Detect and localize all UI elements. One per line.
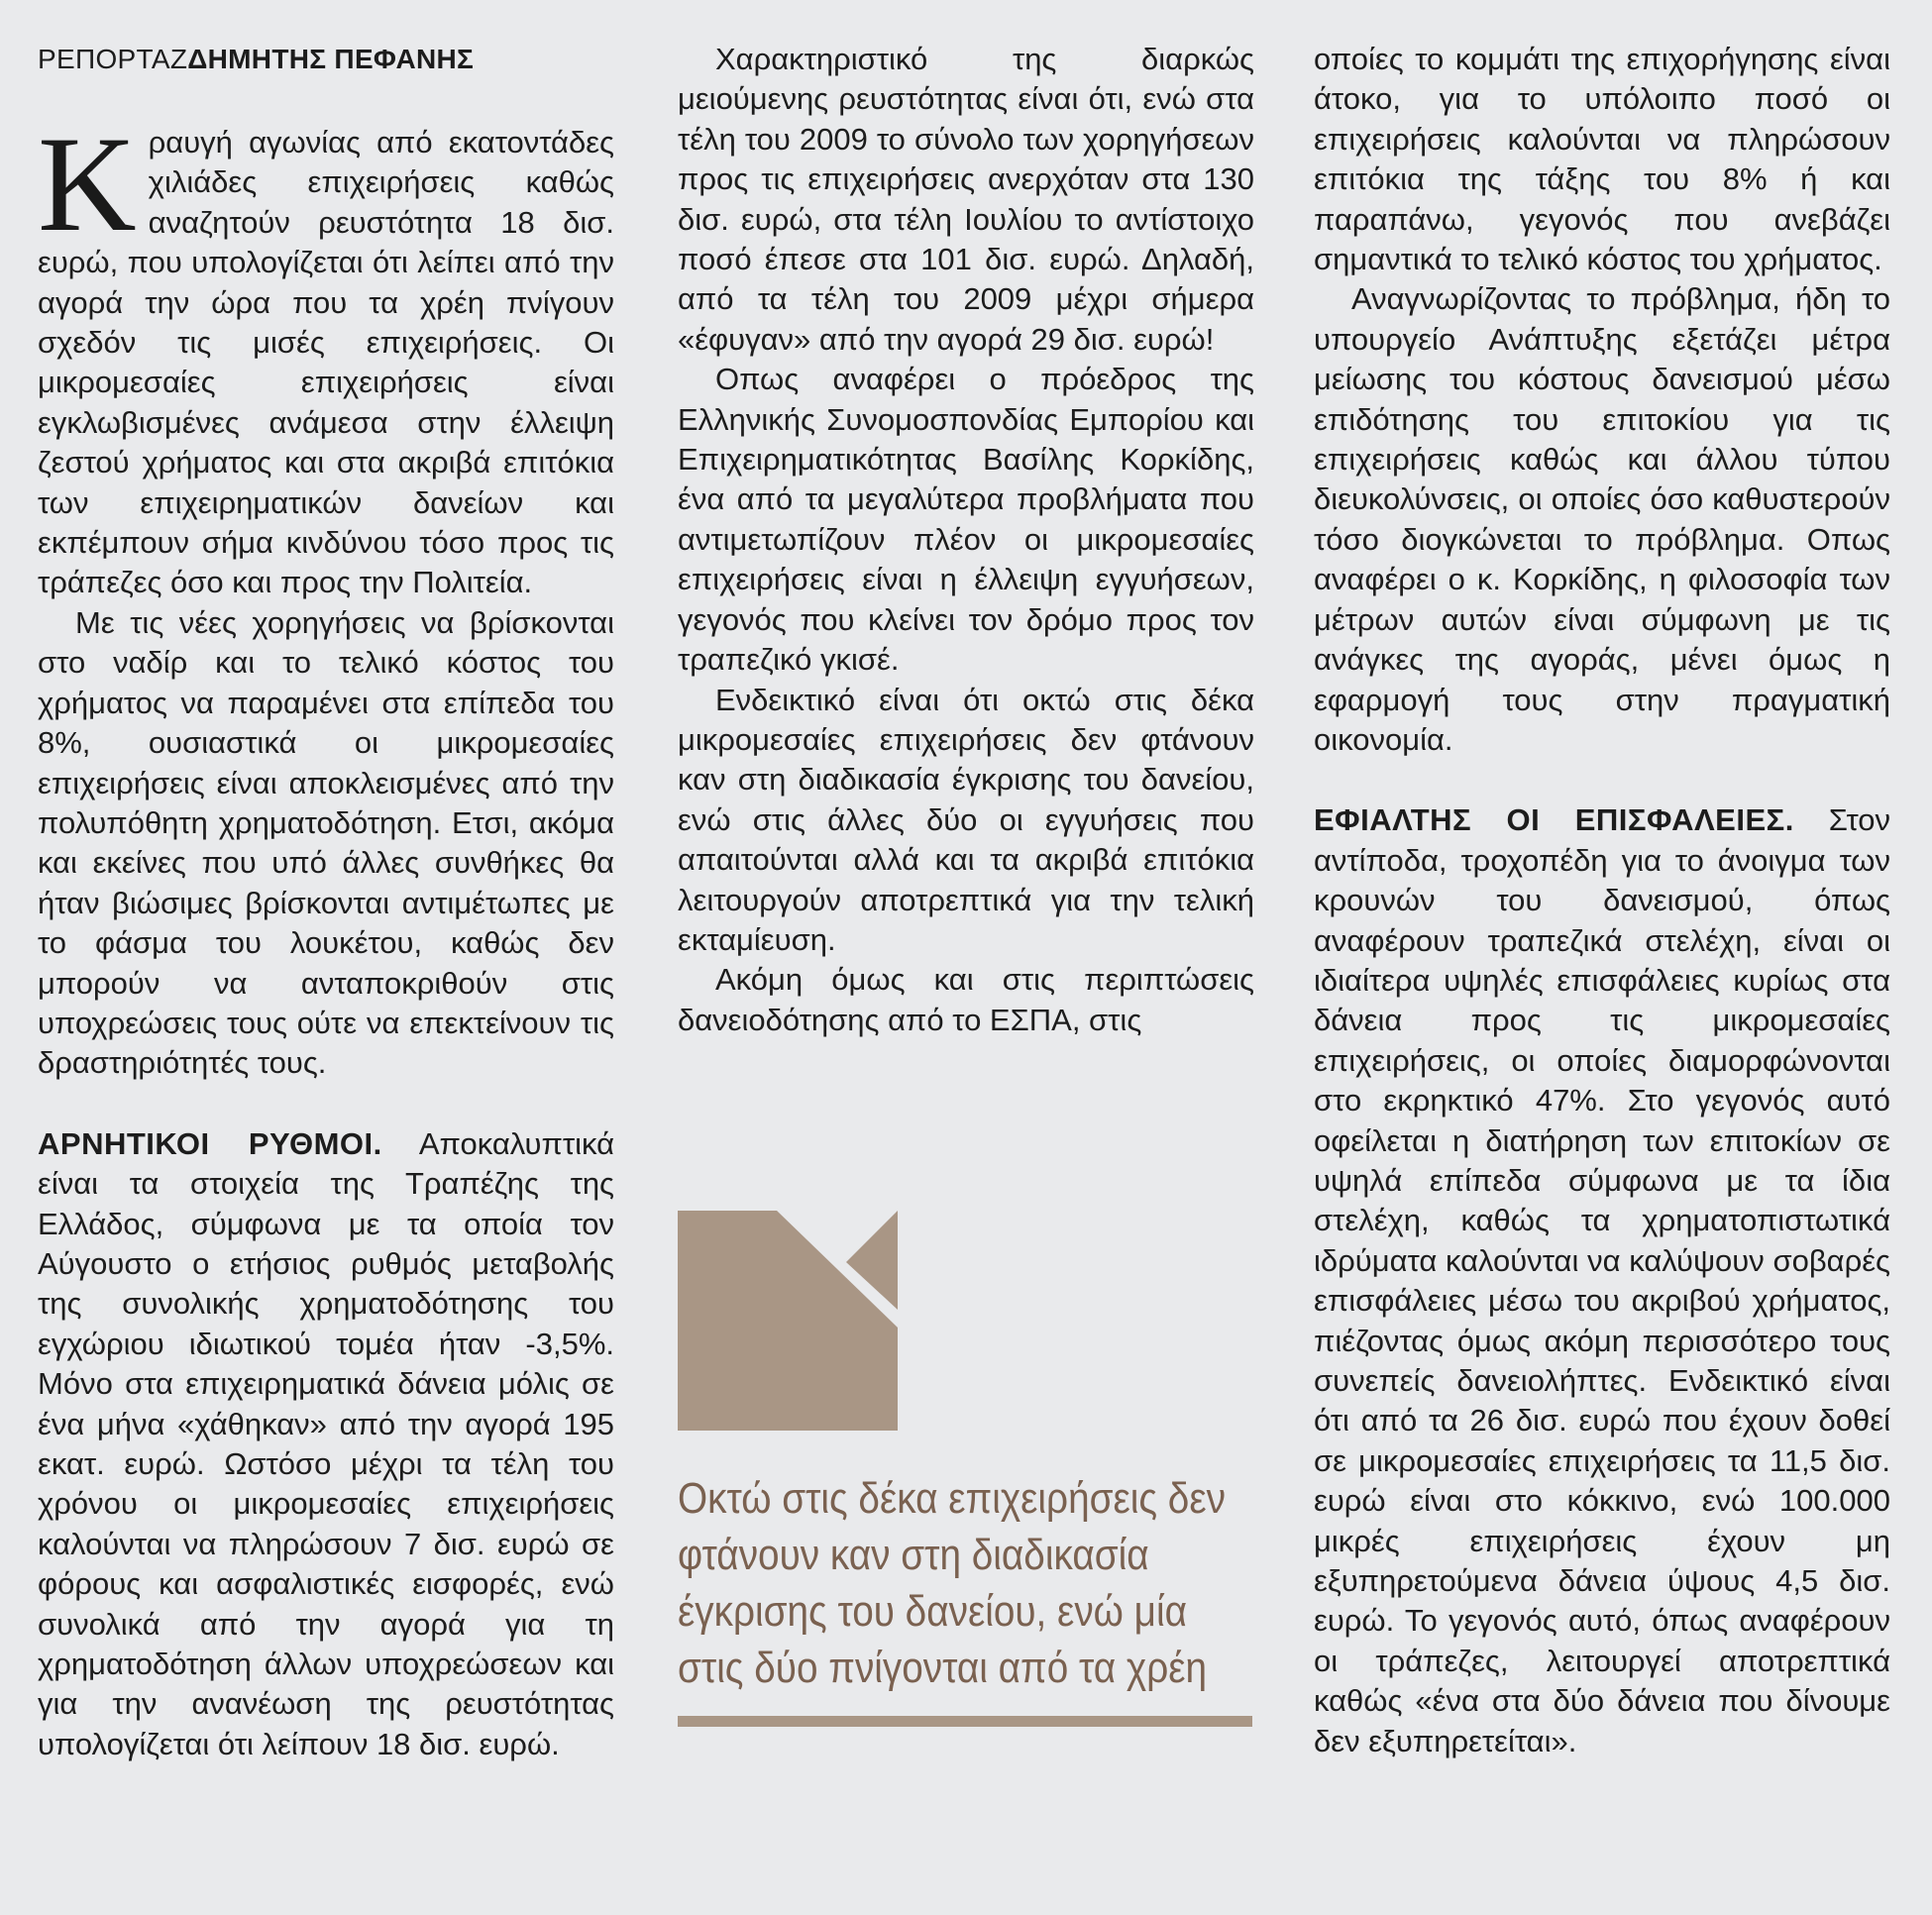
column-3 [1314,40,1890,1761]
col2-paragraph-1: Χαρακτηριστικό της διαρκώς μειούμενης ρευστότητας είναι ότι, ενώ στα τέλη του 2009 το σύνολο των χορηγήσεων προς τις επιχειρήσεις ανερχόταν στα 130 δισ. ευρώ, στα τέλη Ιουλίου το αντίστοιχο ποσό έπεσε στα 101 δισ. ευρώ. Δηλαδή, από τα τέλη του 2009 μέχρι σήμερα «έφυγαν» από την αγορά 29 δισ. ευρώ! [678,42,1254,357]
col3-paragraph-2: Αναγνωρίζοντας το πρόβλημα, ήδη το υπουργείο Ανάπτυξης εξετάζει μέτρα μείωσης του κόστους δανεισμού μέσω επιδότησης του επιτοκίου για τις επιχειρήσεις καθώς και άλλου τύπου διευκολύνσεις, οι οποίες όσο καθυστερούν τόσο διογκώνεται το πρόβλημα. Οπως αναφέρει ο κ. Κορκίδης, η φιλοσοφία των μέτρων αυτών είναι σύμφωνη με τις ανάγκες της αγοράς, μένει όμως η εφαρμογή τους στην πραγματική οικονομία. [1314,281,1890,757]
col2-paragraph-2: Οπως αναφέρει ο πρόεδρος της Ελληνικής Συνομοσπονδίας Εμπορίου και Επιχειρηματικότητας Βασίλης Κορκίδης, ένα από τα μεγαλύτερα προβλήματα που αντιμετωπίζουν πλέον οι μικρομεσαίες επιχειρήσεις είναι η έλλειψη εγγυήσεων, γεγονός που κλείνει τον δρόμο προς τον τραπεζικό γκισέ. [678,362,1254,678]
lead-paragraph [38,108,614,603]
pull-quote-text: Οκτώ στις δέκα επιχειρήσεις δεν φτάνουν καν στη διαδικασία έγκρισης του δανείου, ενώ μία στις δύο πνίγονται από τα χρέη [678,1474,1226,1692]
subsection-2-text: Στον αντίποδα, τροχοπέδη για το άνοιγμα των κρουνών του δανεισμού, όπως αναφέρουν τραπεζικά στελέχη, είναι οι ιδιαίτερα υψηλές επισφάλειες κυρίως στα δάνεια προς τις μικρομεσαίες επιχειρήσεις, οι οποίες διαμορφώνονται στο εκρηκτικό 47%. Στο γεγονός αυτό οφείλεται η διατήρηση των επιτοκίων σε υψηλά επίπεδα σύμφωνα με τα ίδια στελέχη, καθώς τα χρηματοπιστωτικά ιδρύματα καλούνται να καλύψουν σοβαρές επισφάλειες μέσω του ακριβού χρήματος, πιέζοντας όμως ακόμη περισσότερο τους συνεπείς δανειολήπτες. Ενδεικτικό είναι ότι από τα 26 δισ. ευρώ που έχουν δοθεί σε μικρομεσαίες επιχειρήσεις τα 11,5 δισ. ευρώ είναι στο κόκκινο, ενώ 100.000 μικρές επιχειρήσεις έχουν μη εξυπηρετούμενα δάνεια ύψους 4,5 δισ. ευρώ. Το γεγονός αυτό, όπως αναφέρουν οι τράπεζες, λειτουργεί αποτρεπτικά καθώς «ένα στα δύο δάνεια που δίνουμε δεν εξυπηρετείται». [1314,802,1890,1758]
col2-paragraph-4: Ακόμη όμως και στις περιπτώσεις δανειοδότησης από το ΕΣΠΑ, στις [678,962,1254,1037]
col2-paragraph-3: Ενδεικτικό είναι ότι οκτώ στις δέκα μικρομεσαίες επιχειρήσεις δεν φτάνουν καν στη διαδικασία έγκρισης του δανείου, ενώ στις άλλες δύο οι εγγυήσεις που απαιτούνται αλλά και τα ακριβά επιτόκια λειτουργούν αποτρεπτικά για την τελική εκταμίευση. [678,682,1254,957]
pull-quote-rule [678,1716,1252,1727]
column-1 [38,40,614,1764]
col3-paragraph-1: οποίες το κομμάτι της επιχορήγησης είναι άτοκο, για το υπόλοιπο ποσό οι επιχειρήσεις καλούνται να πληρώσουν επιτόκια της τάξης του 8% ή και παραπάνω, γεγονός που ανεβάζει σημαντικά το τελικό κόστος του χρήματος. [1314,42,1890,277]
byline [38,40,614,79]
subsection-1-text: Αποκαλυπτικά είναι τα στοιχεία της Τραπέζης της Ελλάδος, σύμφωνα με τα οποία τον Αύγουστο ο ετήσιος ρυθμός μεταβολής της συνολικής χρηματοδότησης του εγχώριου ιδιωτικού τομέα ήταν -3,5%. Μόνο στα επιχειρηματικά δάνεια μόλις σε ένα μήνα «χάθηκαν» από την αγορά 195 εκατ. ευρώ. Ωστόσο μέχρι τα τέλη του χρόνου οι μικρομεσαίες επιχειρήσεις καλούνται να πληρώσουν 7 δισ. ευρώ σε φόρους και ασφαλιστικές εισφορές, ενώ συνολικά από την αγορά για τη χρηματοδότηση άλλων υποχρεώσεων και για την ανανέωση της ρευστότητας υπολογίζεται ότι λείπουν 18 δισ. ευρώ. [38,1125,615,1761]
byline-author: ΔΗΜΗΤΗΣ ΠΕΦΑΝΗΣ [187,44,475,74]
paragraph-2: Με τις νέες χορηγήσεις να βρίσκονται στο ναδίρ και το τελικό κόστος του χρήματος να παραμένει στα επίπεδα του 8%, ουσιαστικά οι μικρομεσαίες επιχειρήσεις είναι αποκλεισμένες από την πολυπόθητη χρηματοδότηση. Ετσι, ακόμα και εκείνες που υπό άλλες συνθήκες θα ήταν βιώσιμες βρίσκονται αντιμέτωπες με το φάσμα του λουκέτου, καθώς δεν μπορούν να ανταποκριθούν στις υποχρεώσεις τους ούτε να επεκτείνουν τις δραστηριότητές τους. [38,604,614,1081]
subsection-1 [38,1124,614,1765]
subhead-2: ΕΦΙΑΛΤΗΣ ΟΙ ΕΠΙΣΦΑΛΕΙΕΣ. [1314,802,1794,838]
pull-quote-box [678,1211,1252,1746]
dropcap-letter: Κ [38,108,137,260]
byline-label: ΡΕΠΟΡΤΑΖ [38,44,188,74]
subsection-2 [1314,800,1890,1761]
subhead-1: ΑΡΝΗΤΙΚΟΙ ΡΥΘΜΟΙ. [38,1125,382,1161]
lead-text: ραυγή αγωνίας από εκατοντάδες χιλιάδες επιχειρήσεις καθώς αναζητούν ρευστότητα 18 δισ. ευρώ, που υπολογίζεται ότι λείπει από την αγορά την ώρα που τα χρέη πνίγουν σχεδόν τις μισές επιχειρήσεις. Οι μικρομεσαίες επιχειρήσεις είναι εγκλωβισμένες ανάμεσα στην έλλειψη ζεστού χρήματος και στα ακριβά επιτόκια των επιχειρηματικών δανείων και εκπέμπουν σήμα κινδύνου τόσο προς τις τράπεζες όσο και προς την Πολιτεία. [38,125,614,600]
column-2 [678,40,1254,1040]
kathimerini-k-logo-icon [678,1211,898,1431]
